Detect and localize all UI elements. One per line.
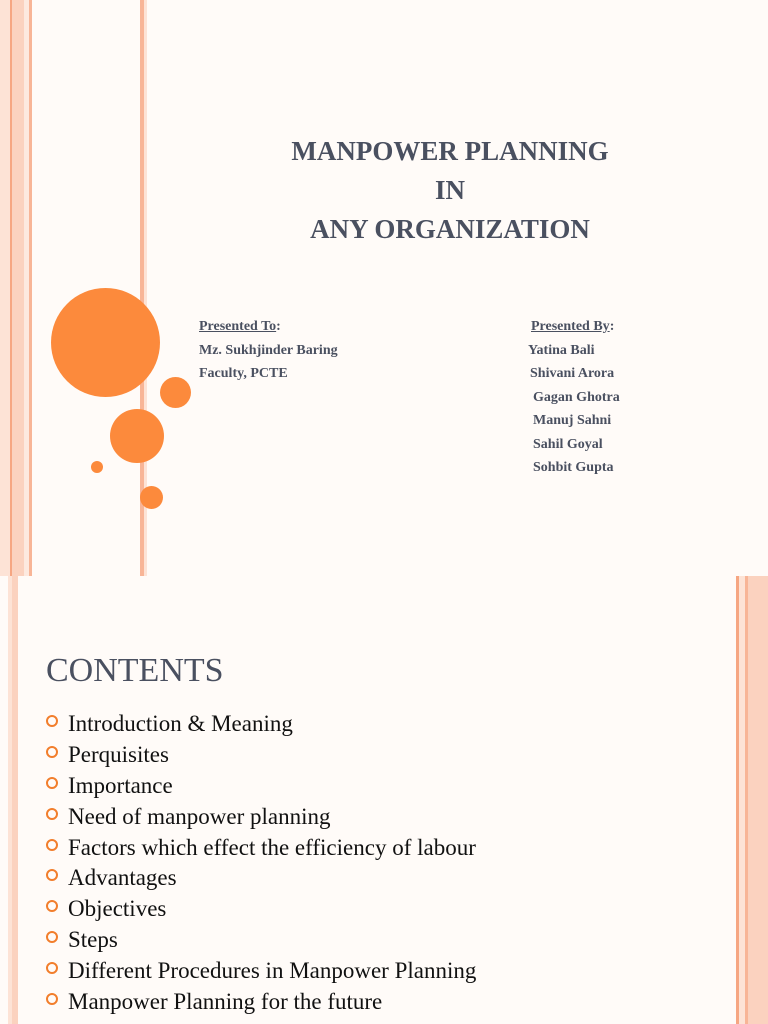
list-item-text: Need of manpower planning [68,803,331,829]
contents-slide [0,576,768,1024]
decor-stripe [12,576,18,1024]
circle-bullet-icon [46,808,58,820]
title-line: ANY ORGANIZATION [310,214,590,244]
decor-circle [160,377,191,408]
slide-title [150,132,750,249]
circle-bullet-icon [46,869,58,881]
list-item-text: Objectives [68,896,167,922]
circle-bullet-icon [46,777,58,789]
circle-bullet-icon [46,993,58,1005]
colon: : [276,319,281,334]
presenter-name: Shivani Arora [530,366,615,381]
circle-bullet-icon [46,839,58,851]
circle-bullet-icon [46,715,58,727]
decor-stripe [29,0,32,576]
list-item [46,801,476,832]
list-item-text: Different Procedures in Manpower Planning [68,957,477,983]
list-item [46,986,476,1017]
decor-circle [51,288,160,397]
list-item-text: Introduction & Meaning [68,711,293,737]
list-item [46,740,476,771]
circle-bullet-icon [46,931,58,943]
decor-circle [140,486,163,509]
presented-to-block [199,315,338,386]
list-item [46,894,476,925]
contents-title: CONTENTS [46,652,224,689]
presenter-name: Sohbit Gupta [533,460,614,475]
list-item [46,832,476,863]
presented-to-role: Faculty, PCTE [199,366,288,381]
presented-by-heading: Presented By [531,319,610,334]
list-item-text: Advantages [68,865,177,891]
presented-by-block [528,315,620,480]
list-item-text: Perquisites [68,742,169,768]
list-item-text: Factors which effect the efficiency of labour [68,834,476,860]
presented-to-name: Mz. Sukhjinder Baring [199,342,338,358]
presented-to-heading: Presented To [199,319,277,334]
presenter-name: Yatina Bali [528,342,595,358]
decor-stripe [748,576,768,1024]
contents-list [46,709,476,1017]
list-item [46,709,476,740]
list-item-text: Manpower Planning for the future [68,988,383,1014]
circle-bullet-icon [46,900,58,912]
list-item-text: Steps [68,926,118,952]
circle-bullet-icon [46,962,58,974]
list-item [46,863,476,894]
list-item [46,925,476,956]
title-line: IN [434,175,465,205]
list-item-text: Importance [68,772,173,798]
decor-circle [91,461,103,473]
colon: : [609,319,615,334]
presenter-name: Gagan Ghotra [533,389,620,405]
title-line: MANPOWER PLANNING [291,136,609,166]
decor-stripe [12,0,24,576]
decor-circle [110,409,164,463]
presenter-name: Sahil Goyal [533,436,603,452]
list-item [46,955,476,986]
presenter-name: Manuj Sahni [533,413,612,428]
list-item [46,771,476,802]
circle-bullet-icon [46,746,58,758]
decor-stripe [0,0,10,576]
